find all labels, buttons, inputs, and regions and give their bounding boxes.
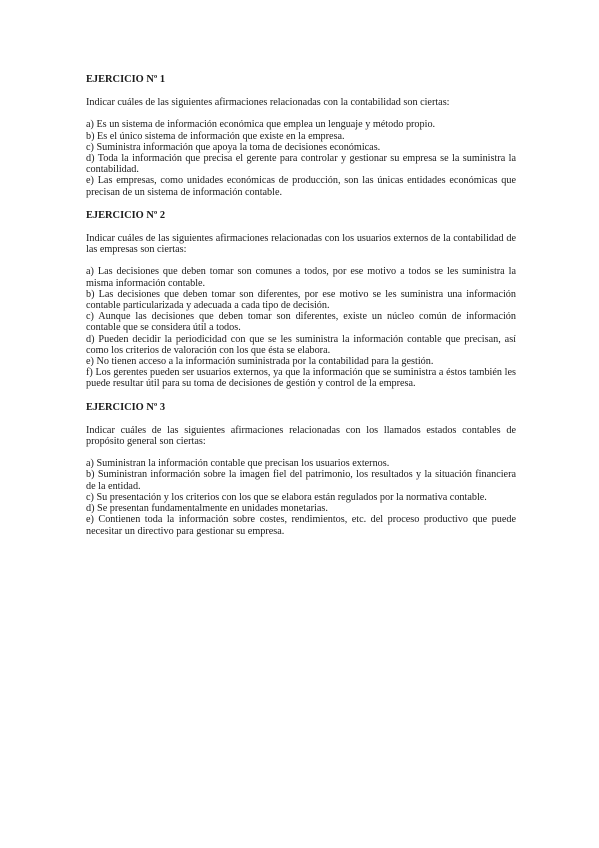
exercise-title: EJERCICIO Nº 3 (86, 401, 166, 413)
statement-item: c) Su presentación y los criterios con los que se elabora están regulados por la normativa contable. (86, 491, 487, 503)
statement-item: b) Suministran información sobre la imagen fiel del patrimonio, los resultados y la situación financiera de la entidad. (86, 469, 516, 492)
statement-item: f) Los gerentes pueden ser usuarios externos, ya que la información que se suministra a éstos también les puede resultar útil para su toma de decisiones de gestión y control de la empresa. (86, 367, 516, 390)
statement-item: c) Aunque las decisiones que deben tomar son diferentes, existe un núcleo común de información contable que se considera útil a todos. (86, 311, 516, 334)
statement-item: d) Se presentan fundamentalmente en unidades monetarias. (86, 503, 328, 515)
exercise-title: EJERCICIO Nº 1 (86, 74, 166, 85)
statement-item: c) Suministra información que apoya la toma de decisiones económicas. (86, 141, 381, 153)
statement-item: a) Es un sistema de información económica que emplea un lenguaje y método propio. (86, 119, 436, 131)
statement-item: e) No tienen acceso a la información suministrada por la contabilidad para la gestión. (86, 356, 434, 368)
document-content (86, 74, 516, 549)
exercise-2 (86, 210, 516, 390)
statement-item: b) Las decisiones que deben tomar son diferentes, por ese motivo se les suministra una información contable particularizada y adecuada a cada tipo de decisión. (86, 288, 516, 312)
statement-item: d) Pueden decidir la periodicidad con que se les suministra la información contable que precisan, así como los criterios de valoración con los que ésta se elabora. (86, 333, 516, 356)
statement-item: a) Las decisiones que deben tomar son comunes a todos, por ese motivo a todos se les suministra la misma información contable. (86, 266, 516, 289)
exercise-3 (86, 402, 516, 537)
exercise-intro: Indicar cuáles de las siguientes afirmaciones relacionadas con los llamados estados contables de propósito general son ciertas: (86, 424, 516, 448)
exercise-title: EJERCICIO Nº 2 (86, 209, 166, 221)
statement-item: e) Las empresas, como unidades económicas de producción, son las únicas entidades económicas que precisan de un sistema de información contable. (86, 175, 516, 198)
exercise-intro: Indicar cuáles de las siguientes afirmaciones relacionadas con la contabilidad son ciertas: (86, 97, 450, 109)
statement-item: e) Contienen toda la información sobre costes, rendimientos, etc. del proceso productivo que puede necesitar un directivo para gestionar su empresa. (86, 514, 516, 537)
statement-item: b) Es el único sistema de información que existe en la empresa. (86, 130, 345, 142)
statement-item: a) Suministran la información contable que precisan los usuarios externos. (86, 458, 390, 470)
exercise-1 (86, 74, 516, 198)
exercise-intro: Indicar cuáles de las siguientes afirmaciones relacionadas con los usuarios externos de la contabilidad de las empresas son ciertas: (86, 233, 516, 256)
statement-item: d) Toda la información que precisa el gerente para controlar y gestionar su empresa se la suministra la contabilidad. (86, 153, 516, 176)
